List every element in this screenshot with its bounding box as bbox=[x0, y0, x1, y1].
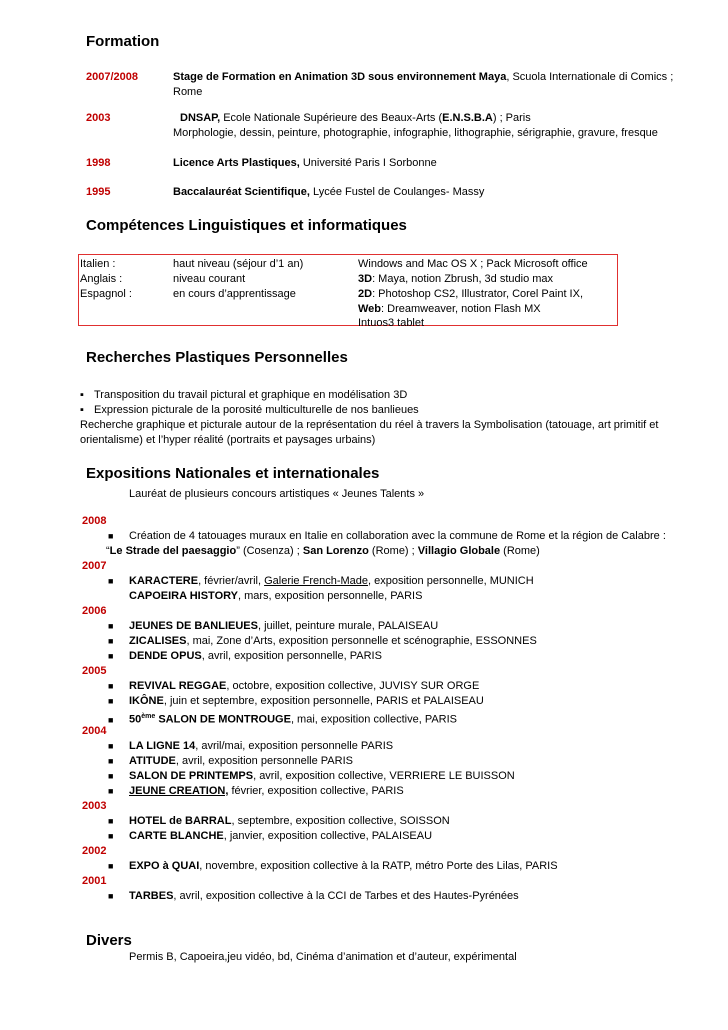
recherches-paragraph: orientalisme) et l’hyper réalité (portraits et paysages urbains) bbox=[80, 434, 376, 446]
software-line: Web: Dreamweaver, notion Flash MX bbox=[358, 303, 541, 315]
software-line: Intuos3 tablet bbox=[358, 317, 425, 329]
bullet-icon: ■ bbox=[108, 861, 114, 871]
formation-year: 1995 bbox=[86, 186, 111, 198]
language-name: Anglais : bbox=[80, 273, 123, 285]
expo-item: ■ SALON DE PRINTEMPS, avril, exposition collective, VERRIERE LE BUISSON bbox=[108, 770, 515, 782]
year-label: 2006 bbox=[82, 605, 107, 617]
bullet-icon: ■ bbox=[108, 696, 114, 706]
language-level: en cours d’apprentissage bbox=[173, 288, 296, 300]
divers-heading: Divers bbox=[86, 932, 132, 949]
bullet-icon: ■ bbox=[108, 651, 114, 661]
bullet-icon bbox=[80, 404, 94, 416]
bullet-icon: ■ bbox=[108, 771, 114, 781]
recherches-heading: Recherches Plastiques Personnelles bbox=[86, 349, 348, 366]
bullet-icon: ■ bbox=[108, 714, 114, 725]
year-label: 2002 bbox=[82, 845, 107, 857]
expo-item: ■ REVIVAL REGGAE, octobre, exposition collective, JUVISY SUR ORGE bbox=[108, 680, 480, 692]
bullet-icon: ■ bbox=[108, 741, 114, 751]
bullet-icon: ■ bbox=[108, 636, 114, 646]
year-label: 2004 bbox=[82, 725, 107, 737]
formation-heading: Formation bbox=[86, 33, 160, 50]
language-level: niveau courant bbox=[173, 273, 246, 285]
formation-year: 2003 bbox=[86, 112, 111, 124]
expo-item: ■ ATITUDE, avril, exposition personnelle PARIS bbox=[108, 755, 353, 767]
recherches-bullet: ▪ Transposition du travail pictural et graphique en modélisation 3D bbox=[80, 388, 407, 403]
software-line: Windows and Mac OS X ; Pack Microsoft office bbox=[358, 258, 588, 270]
expo-item: ■ IKÔNE, juin et septembre, exposition personnelle, PARIS et PALAISEAU bbox=[108, 695, 484, 707]
bullet-icon: ■ bbox=[108, 816, 114, 826]
expo-item: ■ LA LIGNE 14, avril/mai, exposition personnelle PARIS bbox=[108, 740, 394, 752]
formation-entry: Licence Arts Plastiques, Université Paris I Sorbonne bbox=[173, 157, 437, 169]
software-line: 3D: Maya, notion Zbrush, 3d studio max bbox=[358, 273, 554, 285]
year-label: 2003 bbox=[82, 800, 107, 812]
formation-entry: Stage de Formation en Animation 3D sous environnement Maya, Scuola Internationale di Comics ; bbox=[173, 71, 674, 83]
formation-year: 2007/2008 bbox=[86, 71, 138, 83]
expo-item: ■ HOTEL de BARRAL, septembre, exposition collective, SOISSON bbox=[108, 815, 450, 827]
bullet-icon: ■ bbox=[108, 621, 114, 631]
bullet-icon: ■ bbox=[108, 756, 114, 766]
expo-item: ■ 50ème SALON DE MONTROUGE, mai, exposition collective, PARIS bbox=[108, 713, 458, 726]
expo-item: ■ EXPO à QUAI, novembre, exposition collective à la RATP, métro Porte des Lilas, PARIS bbox=[108, 860, 558, 872]
recherches-bullet: ▪ Expression picturale de la porosité multiculturelle de nos banlieues bbox=[80, 403, 419, 418]
expo-item: ■ DENDE OPUS, avril, exposition personnelle, PARIS bbox=[108, 650, 382, 662]
competences-heading: Compétences Linguistiques et informatiques bbox=[86, 217, 407, 234]
bullet-icon: ■ bbox=[108, 891, 114, 901]
bullet-icon: ■ bbox=[108, 531, 114, 541]
formation-entry-line2: Rome bbox=[173, 86, 203, 98]
expositions-heading: Expositions Nationales et internationales bbox=[86, 465, 380, 482]
expo-item: ■ JEUNES DE BANLIEUES, juillet, peinture murale, PALAISEAU bbox=[108, 620, 439, 632]
galerie-link[interactable]: Galerie French-Made bbox=[264, 575, 369, 587]
laureat-text: Lauréat de plusieurs concours artistiques « Jeunes Talents » bbox=[129, 488, 425, 500]
year-label: 2005 bbox=[82, 665, 107, 677]
formation-entry: Baccalauréat Scientifique, Lycée Fustel de Coulanges- Massy bbox=[173, 186, 485, 198]
expo-item: ■ TARBES, avril, exposition collective à la CCI de Tarbes et des Hautes-Pyrénées bbox=[108, 890, 519, 902]
bullet-icon: ■ bbox=[108, 576, 114, 586]
expo-item: ■ KARACTERE, février/avril, Galerie French-Made, exposition personnelle, MUNICH bbox=[108, 575, 534, 587]
bullet-icon: ■ bbox=[108, 831, 114, 841]
year-label: 2007 bbox=[82, 560, 107, 572]
bullet-icon bbox=[80, 389, 94, 401]
recherches-paragraph: Recherche graphique et picturale autour de la représentation du réel à travers la Symbolisation (tatouage, art primitif et bbox=[80, 419, 659, 431]
formation-entry-line2: Morphologie, dessin, peinture, photographie, infographie, lithographie, sérigraphie, gravure, fresque bbox=[173, 127, 658, 139]
expo-item: ■ ZICALISES, mai, Zone d’Arts, exposition personnelle et scénographie, ESSONNES bbox=[108, 635, 537, 647]
year-label: 2001 bbox=[82, 875, 107, 887]
software-line: 2D: Photoshop CS2, Illustrator, Corel Paint IX, bbox=[358, 288, 584, 300]
bullet-icon: ■ bbox=[108, 681, 114, 691]
bullet-icon: ■ bbox=[108, 786, 114, 796]
language-name: Italien : bbox=[80, 258, 116, 270]
language-name: Espagnol : bbox=[80, 288, 132, 300]
language-level: haut niveau (séjour d’1 an) bbox=[173, 258, 304, 270]
divers-text: Permis B, Capoeira,jeu vidéo, bd, Cinéma d’animation et d’auteur, expérimental bbox=[129, 951, 517, 963]
expo-item: CAPOEIRA HISTORY, mars, exposition personnelle, PARIS bbox=[129, 590, 423, 602]
expo-item: ■ CARTE BLANCHE, janvier, exposition collective, PALAISEAU bbox=[108, 830, 433, 842]
expo-item: ■ Création de 4 tatouages muraux en Italie en collaboration avec la commune de Rome et la région de Calabre : bbox=[108, 530, 666, 542]
formation-entry: DNSAP, Ecole Nationale Supérieure des Beaux-Arts (E.N.S.B.A) ; Paris bbox=[180, 112, 531, 124]
expo-item-cont: “Le Strade del paesaggio” (Cosenza) ; San Lorenzo (Rome) ; Villagio Globale (Rome) bbox=[106, 545, 540, 557]
expo-item: ■ JEUNE CREATION, février, exposition collective, PARIS bbox=[108, 785, 404, 797]
year-label: 2008 bbox=[82, 515, 107, 527]
formation-year: 1998 bbox=[86, 157, 111, 169]
